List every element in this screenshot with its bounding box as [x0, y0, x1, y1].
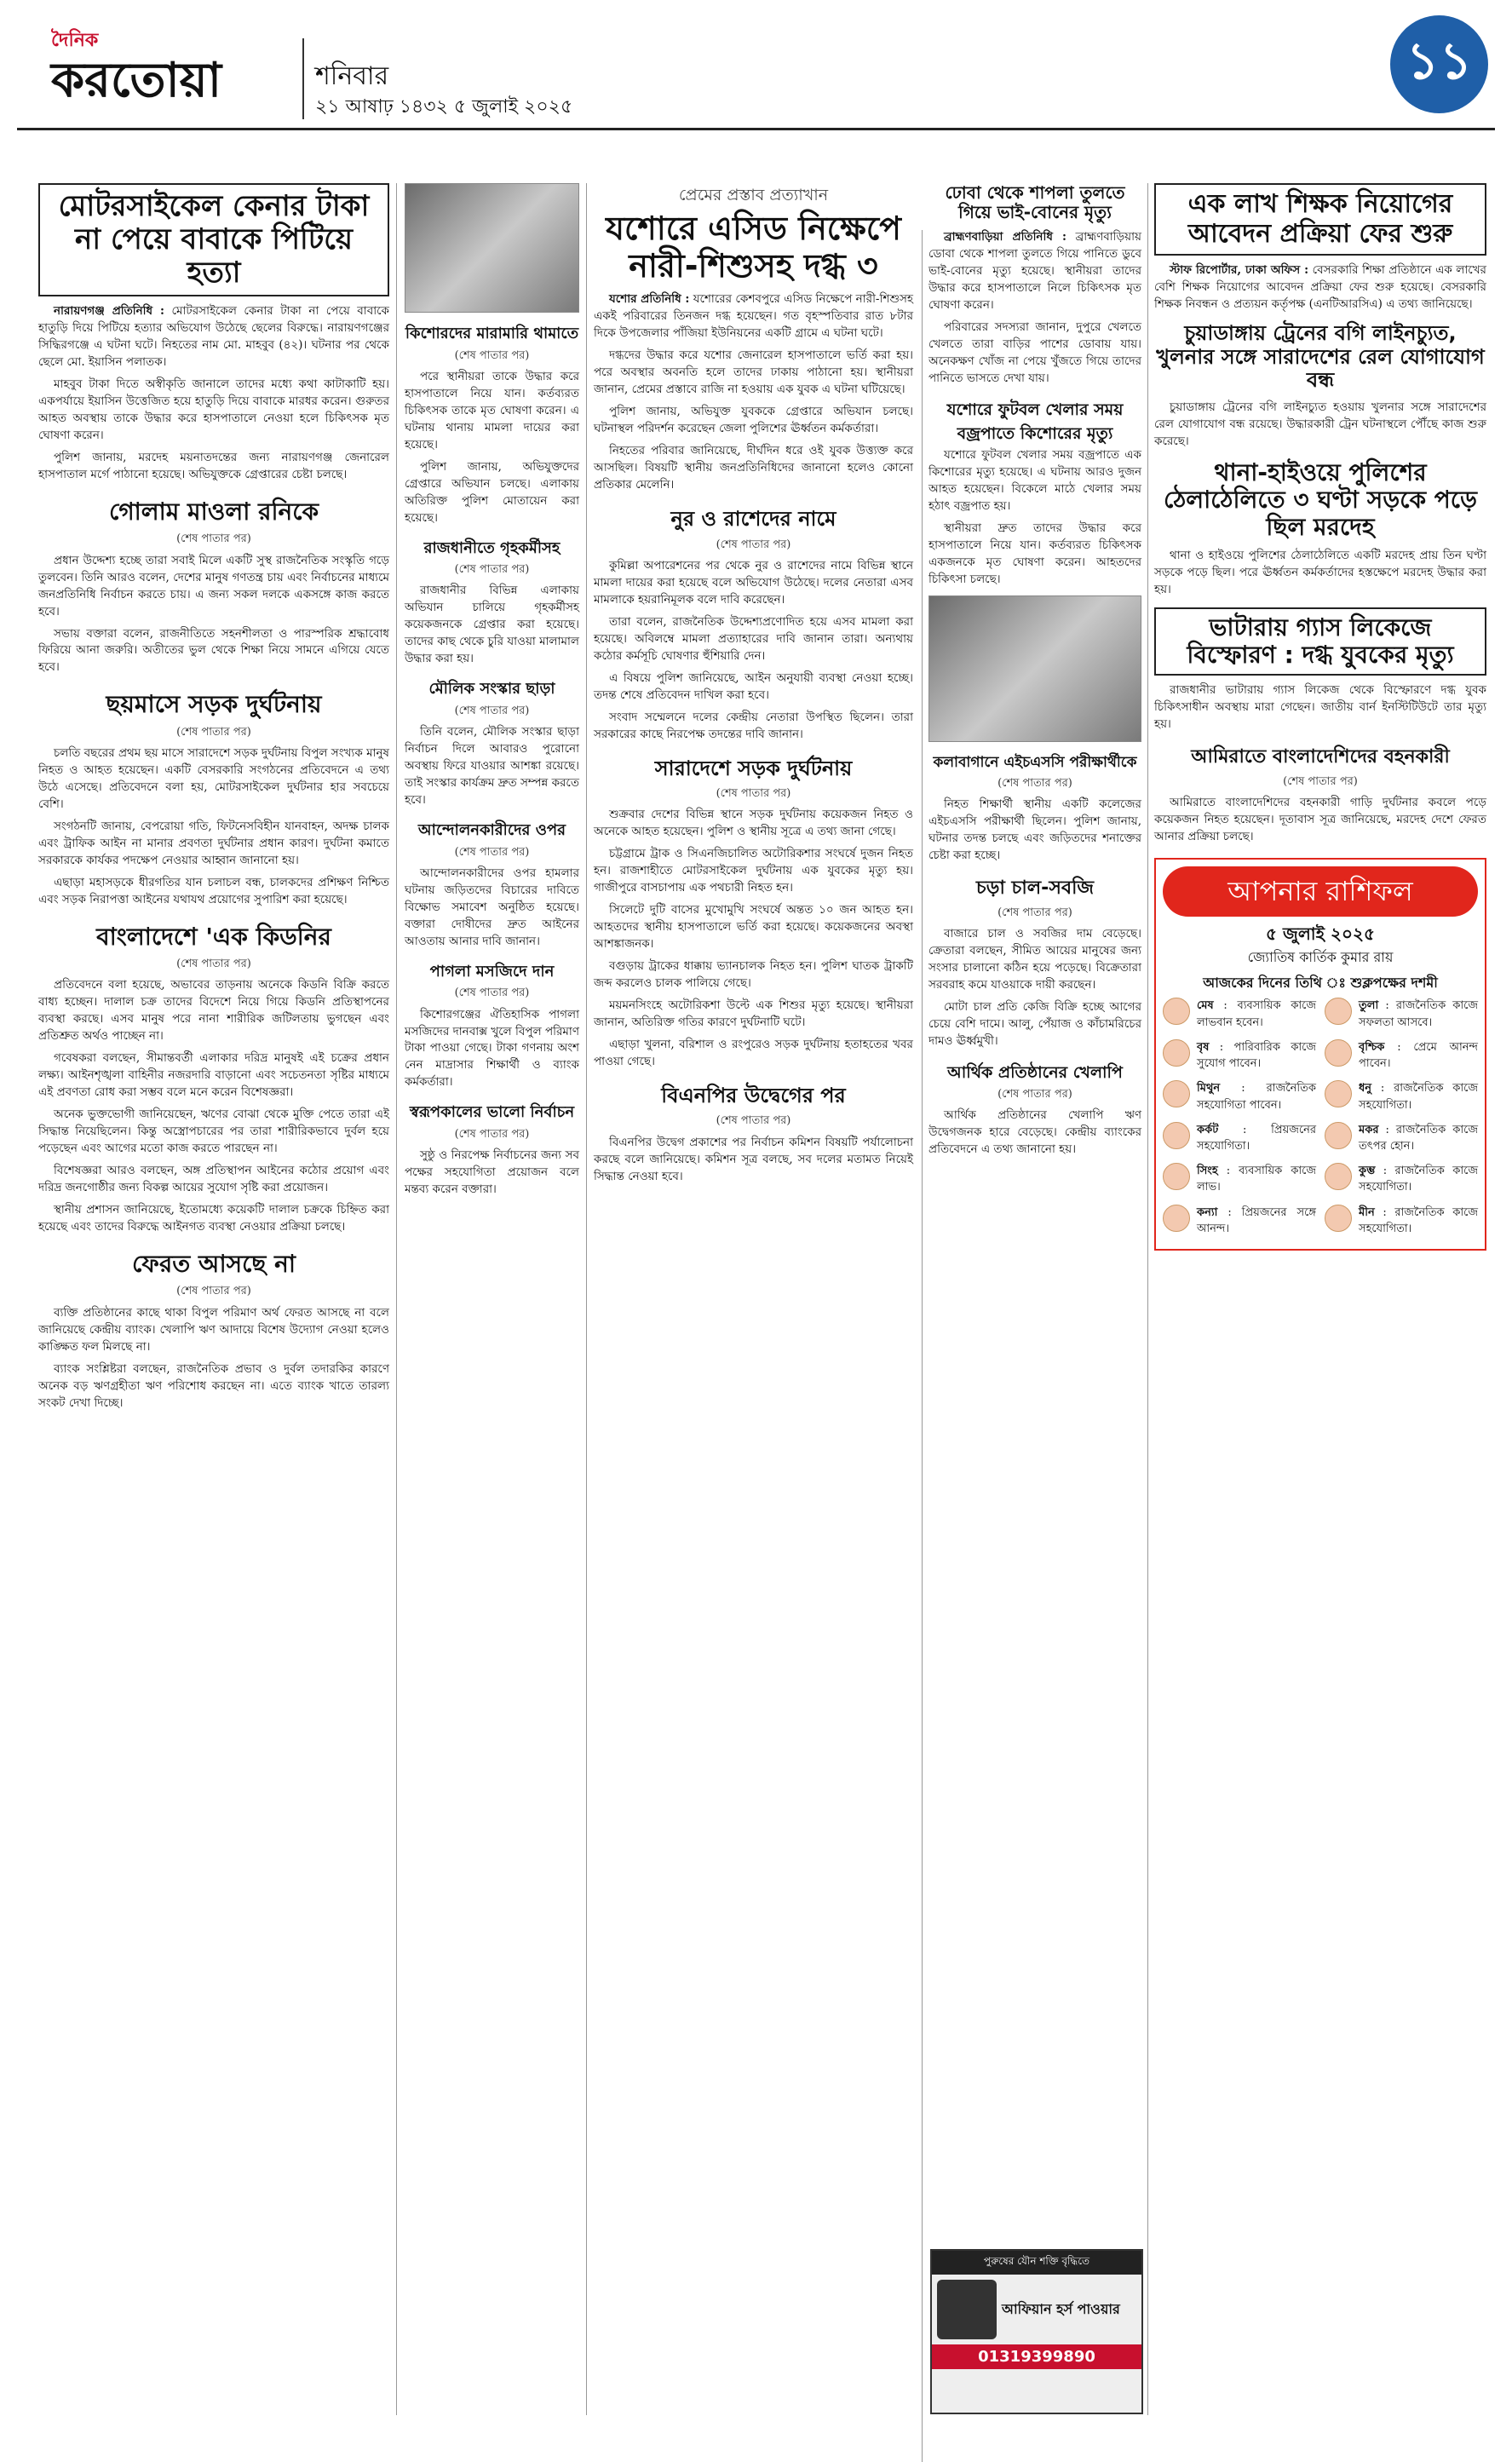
section-heading: ফেরত আসছে না [132, 1250, 296, 1279]
horoscope-title: আপনার রাশিফল [1163, 866, 1478, 917]
continued-note: (শেষ পাতার পর) [454, 845, 530, 859]
kicker: প্রেমের প্রস্তাব প্রত্যাখান [678, 186, 829, 204]
continued-note: (শেষ পাতার পর) [716, 538, 791, 551]
horoscope-tithi: আজকের দিনের তিথি ঃ শুক্লপক্ষের দশমী [1203, 974, 1438, 991]
section-heading: চড়া চাল-সবজি [975, 877, 1095, 899]
newspaper-logo [51, 26, 290, 111]
continued-note: (শেষ পাতার পর) [454, 563, 530, 577]
article-text: এছাড়া মহাসড়কে ধীরগতির যান চলাচল বন্ধ, চালকদের প্রশিক্ষণ নিশ্চিত এবং সড়ক নিরাপত্তা আইনের যথাযথ প্রয়োগের সুপারিশ করা হয়েছে। [38, 875, 389, 906]
article-text: পরিবারের সদস্যরা জানান, দুপুরে খেলতে খেলতে তারা বাড়ির পাশের ডোবায় যায়। অনেকক্ষণ খোঁজ না পেয়ে খুঁজতে গিয়ে তাদের পানিতে ভাসতে দেখা যায়। [928, 319, 1141, 385]
photo-caption-heading: কলাবাগানে এইচএসসি পরীক্ষার্থীকে [933, 753, 1137, 771]
zodiac-item: কর্কট : প্রিয়জনের সহযোগিতা। [1163, 1122, 1316, 1154]
zodiac-item: কন্যা : প্রিয়জনের সঙ্গে আনন্দ। [1163, 1205, 1316, 1237]
article-text: দগ্ধদের উদ্ধার করে যশোর জেনারেল হাসপাতালে ভর্তি করা হয়। পরে অবস্থার অবনতি হলে তাদের ঢাকায় পাঠানো হয়। স্থানীয়রা জানান, প্রেমের প্রস্তাবে রাজি না হওয়ায় এক যুবক এ ঘটনা ঘটিয়েছে। [594, 348, 913, 397]
headline: যশোরে এসিড নিক্ষেপে নারী-শিশুসহ দগ্ধ ৩ [606, 210, 901, 285]
section-heading: বাংলাদেশে 'এক কিডনির [96, 922, 331, 951]
zodiac-item: কুম্ভ : রাজনৈতিক কাজে সহযোগিতা। [1325, 1163, 1478, 1195]
continued-note: (শেষ পাতার পর) [716, 1114, 791, 1128]
article-text: বিশেষজ্ঞরা আরও বলছেন, অঙ্গ প্রতিস্থাপন আইনের কঠোর প্রয়োগ এবং দরিদ্র জনগোষ্ঠীর জন্য বিকল্প আয়ের সুযোগ সৃষ্টি করা প্রয়োজন। [38, 1164, 389, 1195]
section-heading: পাগলা মসজিদে দান [429, 962, 555, 981]
zodiac-icon [1163, 1122, 1190, 1149]
zodiac-item: তুলা : রাজনৈতিক কাজে সফলতা আসবে। [1325, 998, 1478, 1030]
headline: ভাটারায় গ্যাস লিকেজে বিস্ফোরণ : দগ্ধ যুবকের মৃত্যু [1154, 607, 1486, 676]
article-text: মাহবুব টাকা দিতে অস্বীকৃতি জানালে তাদের মধ্যে কথা কাটাকাটি হয়। একপর্যায়ে ইয়াসিন উত্তেজিত হয়ে হাতুড়ি দিয়ে বাবাকে মারধর করেন। গুরুতর আহত অবস্থায় তাকে উদ্ধার করে হাসপাতালে নেওয়া হলে চিকিৎসক মৃত ঘোষণা করেন। [38, 377, 389, 443]
article-text: গবেষকরা বলছেন, সীমান্তবর্তী এলাকার দরিদ্র মানুষই এই চক্রের প্রধান লক্ষ্য। আইনশৃঙ্খলা বাহিনীর নজরদারি বাড়ানো এবং সচেতনতা সৃষ্টির মাধ্যমে এই প্রবণতা রোধ করা সম্ভব বলে মনে করেন বিশেষজ্ঞরা। [38, 1051, 389, 1100]
zodiac-icon [1163, 1205, 1190, 1232]
headline: থানা-হাইওয়ে পুলিশের ঠেলাঠেলিতে ৩ ঘণ্টা সড়কে পড়ে ছিল মরদেহ [1163, 457, 1478, 541]
section-heading: সারাদেশে সড়ক দুর্ঘটনায় [654, 756, 853, 780]
article-text: এছাড়া খুলনা, বরিশাল ও রংপুরেও সড়ক দুর্ঘটনায় হতাহতের খবর পাওয়া গেছে। [594, 1037, 913, 1068]
masthead-divider [302, 38, 304, 119]
column-3 [594, 183, 913, 1191]
zodiac-icon [1325, 1039, 1352, 1067]
zodiac-icon [1163, 998, 1190, 1025]
section-heading: আর্থিক প্রতিষ্ঠানের খেলাপি [947, 1062, 1123, 1082]
article-text: প্রতিবেদনে বলা হয়েছে, অভাবের তাড়নায় অনেকে কিডনি বিক্রি করতে বাধ্য হচ্ছেন। দালাল চক্র তাদের বিদেশে নিয়ে গিয়ে কিডনি প্রতিস্থাপনের ব্যবস্থা করছে। এসব মানুষ পরে নানা শারীরিক জটিলতায় ভুগছেন এবং প্রতিশ্রুত অর্থও পাচ্ছেন না। [38, 978, 389, 1044]
ad-phone: 01319399890 [932, 2344, 1141, 2369]
article-text: থানা ও হাইওয়ে পুলিশের ঠেলাঠেলিতে একটি মরদেহ প্রায় তিন ঘণ্টা সড়কে পড়ে ছিল। পরে ঊর্ধ্বতন কর্মকর্তাদের হস্তক্ষেপে মরদেহ উদ্ধার করা হয়। [1154, 549, 1486, 597]
continued-note: (শেষ পাতার পর) [176, 1285, 251, 1298]
article-text: স্থানীয় প্রশাসন জানিয়েছে, ইতোমধ্যে কয়েকটি দালাল চক্রকে চিহ্নিত করা হয়েছে এবং তাদের বিরুদ্ধে আইনগত ব্যবস্থা নেওয়ার প্রক্রিয়া চলছে। [38, 1203, 389, 1234]
article-text: আন্দোলনকারীদের ওপর হামলার ঘটনায় জড়িতদের বিচারের দাবিতে বিক্ষোভ সমাবেশ অনুষ্ঠিত হয়েছে। বক্তারা দোষীদের দ্রুত আইনের আওতায় আনার দাবি জানান। [405, 866, 579, 948]
article-text: রাজধানীর বিভিন্ন এলাকায় অভিযান চালিয়ে গৃহকর্মীসহ কয়েকজনকে গ্রেপ্তার করা হয়েছে। তাদের কাছ থেকে চুরি যাওয়া মালামাল উদ্ধার করা হয়। [405, 584, 579, 666]
continued-note: (শেষ পাতার পর) [997, 1087, 1072, 1101]
article-text: পরে স্থানীয়রা তাকে উদ্ধার করে হাসপাতালে নিয়ে যান। কর্তব্যরত চিকিৎসক তাকে মৃত ঘোষণা করেন। এ ঘটনায় থানায় মামলা দায়ের করা হয়েছে। [405, 369, 579, 452]
zodiac-icon [1325, 998, 1352, 1025]
zodiac-icon [1325, 1205, 1352, 1232]
horse-icon [937, 2280, 997, 2339]
masthead [17, 0, 1495, 130]
section-heading: আমিরাতে বাংলাদেশিদের বহনকারী [1191, 746, 1450, 768]
continued-note: (শেষ পাতার পর) [716, 787, 791, 801]
article-text: চট্টগ্রামে ট্রাক ও সিএনজিচালিত অটোরিকশার সংঘর্ষে দুজন নিহত হন। রাজশাহীতে মোটরসাইকেল দুর্ঘটনায় এক যুবকের মৃত্যু হয়। গাজীপুরে বাসচাপায় এক পথচারী নিহত হন। [594, 847, 913, 895]
column-5: এক লাখ শিক্ষক নিয়োগের আবেদন প্রক্রিয়া ফের শুরু স্টাফ রিপোর্টার, ঢাকা অফিস : বেসরকারি শিক্ষা প্রতিষ্ঠানে এক লাখের বেশি শিক্ষক নিয়োগের আবেদন প্রক্রিয়া ফের শুরু হয়েছে। বেসরকারি শিক্ষক নিবন্ধন ও প্রত্যয়ন কর্তৃপক্ষ (এনটিআরসিএ) এ তথ্য জানিয়েছে। চুয়াডাঙ্গায় ট্রেনের বগি লাইনচ্যুত, খুলনার সঙ্গে সারাদেশের রেল যোগাযোগ বন্ধ চুয়াডাঙ্গায় ট্রেনের বগি লাইনচ্যুত হওয়ায় খুলনার সঙ্গে সারাদেশের রেল যোগাযোগ বন্ধ রয়েছে। উদ্ধারকারী ট্রেন ঘটনাস্থলে পৌঁছে কাজ শুরু করেছে। থানা-হাইওয়ে পুলিশের ঠেলাঠেলিতে ৩ ঘণ্টা সড়কে পড়ে ছিল মরদেহ থানা ও হাইওয়ে পুলিশের ঠেলাঠেলিতে একটি মরদেহ প্রায় তিন ঘণ্টা সড়কে পড়ে ছিল। পরে ঊর্ধ্বতন কর্মকর্তাদের হস্তক্ষেপে মরদেহ উদ্ধার করা হয়। ভাটারায় গ্যাস লিকেজে বিস্ফোরণ : দগ্ধ যুবকের মৃত্যু রাজধানীর ভাটারায় গ্যাস লিকেজ থেকে বিস্ফোরণে দগ্ধ যুবক চিকিৎসাধীন অবস্থায় মারা গেছেন। জাতীয় বার্ন ইনস্টিটিউটে তার মৃত্যু হয়। আমিরাতে বাংলাদেশিদের বহনকারী (শেষ পাতার পর) আমিরাতে বাংলাদেশিদের বহনকারী গাড়ি দুর্ঘটনার কবলে পড়ে কয়েকজন নিহত হয়েছেন। দূতাবাস সূত্র জানিয়েছে, মরদেহ দেশে ফেরত আনার প্রক্রিয়া চলছে। আপনার রাশিফল ৫ জুলাই ২০২৫ জ্যোতিষ কার্তিক কুমার রায় আজকের দিনের তিথি ঃ শুক্লপক্ষের দশমী মেষ : ব্যবসায়িক কাজে লাভবান হবেন। তুলা : রাজনৈতিক কাজে সফলতা আসবে। বৃষ : পারিবারিক কাজে সুযোগ পাবেন। বৃশ্চিক : প্রেমে আনন্দ পাবেন। মিথুন : রাজনৈতিক সহযোগিতা পাবেন। ধনু : রাজনৈতিক কাজে সহযোগিতা। কর্কট : প্রিয়জনের সহযোগিতা। মকর : রাজনৈতিক কাজে তৎপর হোন। সিংহ : ব্যবসায়িক কাজে লাভ। কুম্ভ : রাজনৈতিক কাজে সহযোগিতা। কন্যা : প্রিয়জনের সঙ্গে আনন্দ। মীন : রাজনৈতিক কাজে সহযোগিতা। [1154, 183, 1486, 1251]
article-text: পুলিশ জানায়, অভিযুক্ত যুবককে গ্রেপ্তারে অভিযান চলছে। ঘটনাস্থল পরিদর্শন করেছেন জেলা পুলিশের ঊর্ধ্বতন কর্মকর্তারা। [594, 405, 913, 436]
article-text: বিএনপির উদ্বেগ প্রকাশের পর নির্বাচন কমিশন বিষয়টি পর্যালোচনা করছে বলে জানিয়েছে। কমিশন সূত্র বলছে, সব দলের মতামত নিয়েই সিদ্ধান্ত নেওয়া হবে। [594, 1135, 913, 1183]
article-text: স্থানীয়রা দ্রুত তাদের উদ্ধার করে হাসপাতালে নিয়ে যান। কর্তব্যরত চিকিৎসক একজনকে মৃত ঘোষণা করেন। আহতদের চিকিৎসা চলছে। [928, 521, 1141, 586]
headline: ঢোবা থেকে শাপলা তুলতে গিয়ে ভাই-বোনের মৃত্যু [945, 182, 1125, 222]
section-heading: রাজধানীতে গৃহকর্মীসহ [423, 538, 561, 557]
article-text: সুষ্ঠু ও নিরপেক্ষ নির্বাচনের জন্য সব পক্ষের সহযোগিতা প্রয়োজন বলে মন্তব্য করেন বক্তারা। [405, 1148, 579, 1197]
section-heading: গোলাম মাওলা রনিকে [108, 497, 319, 526]
advertisement[interactable] [930, 2249, 1143, 2414]
continued-note: (শেষ পাতার পর) [1283, 774, 1358, 788]
article-text: তিনি বলেন, মৌলিক সংস্কার ছাড়া নির্বাচন দিলে আবারও পুরোনো অবস্থায় ফিরে যাওয়ার আশঙ্কা রয়েছে। তাই সংস্কার কার্যক্রম দ্রুত সম্পন্ন করতে হবে। [405, 725, 579, 808]
article-text: অনেক ভুক্তভোগী জানিয়েছেন, ঋণের বোঝা থেকে মুক্তি পেতে তারা এই সিদ্ধান্ত নিয়েছিলেন। কিন্তু অস্ত্রোপচারের পর তারা শারীরিকভাবে দুর্বল হয়ে পড়েছেন এবং আগের মতো কাজ করতে পারছেন না। [38, 1107, 389, 1156]
logo-big-text: করতোয়া [51, 53, 221, 108]
zodiac-icon [1163, 1163, 1190, 1190]
article-text: শুক্রবার দেশের বিভিন্ন স্থানে সড়ক দুর্ঘটনায় কয়েকজন নিহত ও অনেকে আহত হয়েছেন। পুলিশ ও স্থানীয় সূত্রে এ তথ্য জানা গেছে। [594, 808, 913, 839]
section-heading: স্বরূপকালের ভালো নির্বাচন [409, 1103, 575, 1122]
article-text: সংগঠনটি জানায়, বেপরোয়া গতি, ফিটনেসবিহীন যানবাহন, অদক্ষ চালক এবং ট্রাফিক আইন না মানার প্রবণতা দুর্ঘটনার প্রধান কারণ। দুর্ঘটনা কমাতে সরকারকে কার্যকর পদক্ষেপ নেওয়ার আহ্বান জানানো হয়। [38, 819, 389, 867]
zodiac-icon [1325, 1080, 1352, 1107]
article-text: ময়মনসিংহে অটোরিকশা উল্টে এক শিশুর মৃত্যু হয়েছে। স্থানীয়রা জানান, অতিরিক্ত গতির কারণে দুর্ঘটনাটি ঘটে। [594, 998, 913, 1029]
zodiac-icon [1163, 1080, 1190, 1107]
horoscope-box [1154, 858, 1486, 1251]
section-heading: ছয়মাসে সড়ক দুর্ঘটনায় [106, 690, 322, 719]
continued-note: (শেষ পাতার পর) [454, 348, 530, 362]
masthead-date: ২১ আষাঢ় ১৪৩২ ৫ জুলাই ২০২৫ [315, 96, 573, 118]
byline: যশোর প্রতিনিধি : [609, 292, 690, 307]
column-2 [405, 183, 579, 1204]
article-text: ব্যাংক সংশ্লিষ্টরা বলছেন, রাজনৈতিক প্রভাব ও দুর্বল তদারকির কারণে অনেক বড় ঋণগ্রহীতা ঋণ পরিশোধ করছেন না। এতে ব্যাংক খাতে তারল্য সংকট দেখা দিচ্ছে। [38, 1361, 389, 1410]
article-text: এ বিষয়ে পুলিশ জানিয়েছে, আইন অনুযায়ী ব্যবস্থা নেওয়া হচ্ছে। তদন্ত শেষে প্রতিবেদন দাখিল করা হবে। [594, 670, 913, 702]
zodiac-icon [1325, 1163, 1352, 1190]
column-rule [396, 183, 397, 2415]
horoscope-grid [1163, 998, 1478, 1242]
news-photo [405, 183, 579, 313]
page-number-badge: ১১ [1390, 15, 1488, 113]
article-text: রাজধানীর ভাটারায় গ্যাস লিকেজ থেকে বিস্ফোরণে দগ্ধ যুবক চিকিৎসাধীন অবস্থায় মারা গেছেন। জাতীয় বার্ন ইনস্টিটিউটে তার মৃত্যু হয়। [1154, 683, 1486, 732]
continued-note: (শেষ পাতার পর) [176, 532, 251, 546]
zodiac-item: সিংহ : ব্যবসায়িক কাজে লাভ। [1163, 1163, 1316, 1195]
article-text: যশোরে ফুটবল খেলার সময় বজ্রপাতে এক কিশোরের মৃত্যু হয়েছে। এ ঘটনায় আরও দুজন আহত হয়েছেন। বিকেলে মাঠে খেলার সময় হঠাৎ বজ্রপাত হয়। [928, 447, 1141, 513]
zodiac-item: ধনু : রাজনৈতিক কাজে সহযোগিতা। [1325, 1080, 1478, 1113]
logo-small-text: দৈনিক [51, 30, 99, 51]
byline: নারায়ণগঞ্জ প্রতিনিধি : [54, 304, 164, 319]
article-text: কিশোরগঞ্জের ঐতিহাসিক পাগলা মসজিদের দানবাক্স খুলে বিপুল পরিমাণ টাকা পাওয়া গেছে। টাকা গণনায় অংশ নেন মাদ্রাসার শিক্ষার্থী ও ব্যাংক কর্মকর্তারা। [405, 1007, 579, 1090]
section-heading: মৌলিক সংস্কার ছাড়া [428, 680, 555, 699]
zodiac-item: মিথুন : রাজনৈতিক সহযোগিতা পাবেন। [1163, 1080, 1316, 1113]
article-text: চুয়াডাঙ্গায় ট্রেনের বগি লাইনচ্যুত হওয়ায় খুলনার সঙ্গে সারাদেশের রেল যোগাযোগ বন্ধ রয়েছে। উদ্ধারকারী ট্রেন ঘটনাস্থলে পৌঁছে কাজ শুরু করেছে। [1154, 400, 1486, 448]
ad-title: আফিয়ান হর্স পাওয়ার [1002, 2300, 1120, 2317]
column-rule [586, 183, 587, 2415]
continued-note: (শেষ পাতার পর) [997, 776, 1072, 790]
continued-note: (শেষ পাতার পর) [454, 1128, 530, 1142]
continued-note: (শেষ পাতার পর) [454, 987, 530, 1000]
article-text: কুমিল্লা অপারেশনের পর থেকে নুর ও রাশেদের নামে বিভিন্ন স্থানে মামলা দায়ের করা হয়েছে বলে অভিযোগ উঠেছে। দলের নেতারা এসব মামলাকে হয়রানিমূলক বলে দাবি করেছেন। [594, 558, 913, 607]
continued-note: (শেষ পাতার পর) [997, 906, 1072, 919]
article-text: বগুড়ায় ট্রাকের ধাক্কায় ভ্যানচালক নিহত হন। পুলিশ ঘাতক ট্রাকটি জব্দ করলেও চালক পালিয়ে গেছে। [594, 959, 913, 991]
horoscope-author: জ্যোতিষ কার্তিক কুমার রায় [1247, 948, 1394, 965]
zodiac-item: বৃশ্চিক : প্রেমে আনন্দ পাবেন। [1325, 1039, 1478, 1072]
article-text: সিলেটে দুটি বাসের মুখোমুখি সংঘর্ষে অন্তত ১০ জন আহত হন। আহতদের স্থানীয় হাসপাতালে ভর্তি করা হয়েছে। কয়েকজনের অবস্থা আশঙ্কাজনক। [594, 903, 913, 952]
zodiac-item: মেষ : ব্যবসায়িক কাজে লাভবান হবেন। [1163, 998, 1316, 1030]
article-text: আমিরাতে বাংলাদেশিদের বহনকারী গাড়ি দুর্ঘটনার কবলে পড়ে কয়েকজন নিহত হয়েছেন। দূতাবাস সূত্র জানিয়েছে, মরদেহ দেশে ফেরত আনার প্রক্রিয়া চলছে। [1154, 796, 1486, 844]
zodiac-item: বৃষ : পারিবারিক কাজে সুযোগ পাবেন। [1163, 1039, 1316, 1072]
zodiac-item: মীন : রাজনৈতিক কাজে সহযোগিতা। [1325, 1205, 1478, 1237]
article-text: মোটা চাল প্রতি কেজি বিক্রি হচ্ছে আগের চেয়ে বেশি দামে। আলু, পেঁয়াজ ও কাঁচামরিচের দামও ঊর্ধ্বমুখী। [928, 999, 1141, 1048]
continued-note: (শেষ পাতার পর) [454, 704, 530, 717]
column-rule [922, 230, 923, 2462]
headline: মোটরসাইকেল কেনার টাকা না পেয়ে বাবাকে পিটিয়ে হত্যা [38, 183, 389, 296]
article-text: চলতি বছরের প্রথম ছয় মাসে সারাদেশে সড়ক দুর্ঘটনায় বিপুল সংখ্যক মানুষ নিহত ও আহত হয়েছেন। একটি বেসরকারি সংগঠনের প্রতিবেদনে এ তথ্য উঠে এসেছে। প্রতিবেদনে বলা হয়, মোটরসাইকেল দুর্ঘটনার হার সবচেয়ে বেশি। [38, 746, 389, 811]
column-1 [38, 183, 389, 1418]
article-body: যশোরের কেশবপুরে এসিড নিক্ষেপে নারী-শিশুসহ একই পরিবারের তিনজন দগ্ধ হয়েছেন। গত বৃহস্পতিবার রাত ৮টার দিকে উপজেলার পাঁজিয়া ইউনিয়নের একটি গ্রামে এ ঘটনা ঘটে। [594, 292, 913, 341]
continued-note: (শেষ পাতার পর) [176, 958, 251, 971]
article-text: তারা বলেন, রাজনৈতিক উদ্দেশ্যপ্রণোদিত হয়ে এসব মামলা করা হয়েছে। অবিলম্বে মামলা প্রত্যাহারের দাবি জানান তারা। অন্যথায় কঠোর কর্মসূচি ঘোষণার হুঁশিয়ারি দেন। [594, 614, 913, 663]
article-text: নিহত শিক্ষার্থী স্থানীয় একটি কলেজের এইচএসসি পরীক্ষার্থী ছিলেন। পুলিশ জানায়, ঘটনার তদন্ত চলছে এবং জড়িতদের শনাক্তের চেষ্টা করা হচ্ছে। [928, 797, 1141, 862]
article-text: নিহতের পরিবার জানিয়েছে, দীর্ঘদিন ধরে ওই যুবক উত্ত্যক্ত করে আসছিল। বিষয়টি স্থানীয় জনপ্রতিনিধিদের জানানো হলেও কোনো প্রতিকার মেলেনি। [594, 444, 913, 492]
headline: এক লাখ শিক্ষক নিয়োগের আবেদন প্রক্রিয়া ফের শুরু [1154, 183, 1486, 256]
zodiac-icon [1163, 1039, 1190, 1067]
zodiac-item: মকর : রাজনৈতিক কাজে তৎপর হোন। [1325, 1122, 1478, 1154]
article-text: সংবাদ সম্মেলনে দলের কেন্দ্রীয় নেতারা উপস্থিত ছিলেন। তারা সরকারের কাছে নিরপেক্ষ তদন্তের দাবি জানান। [594, 710, 913, 741]
article-body: মোটরসাইকেল কেনার টাকা না পেয়ে বাবাকে হাতুড়ি দিয়ে পিটিয়ে হত্যার অভিযোগ উঠেছে ছেলের বিরুদ্ধে। নারায়ণগঞ্জের সিদ্ধিরগঞ্জে এ ঘটনা ঘটে। নিহতের নাম মো. মাহবুব (৪২)। ঘটনার পর থেকে ছেলে মো. ইয়াসিন পলাতক। [38, 304, 389, 370]
article-text: ব্যক্তি প্রতিষ্ঠানের কাছে থাকা বিপুল পরিমাণ অর্থ ফেরত আসছে না বলে জানিয়েছে কেন্দ্রীয় ব্যাংক। খেলাপি ঋণ আদায়ে বিশেষ উদ্যোগ নেওয়া হলেও কাঙ্ক্ষিত ফল মিলছে না। [38, 1305, 389, 1354]
section-heading: আন্দোলনকারীদের ওপর [417, 820, 566, 839]
byline: ব্রাহ্মণবাড়িয়া প্রতিনিধি : [944, 230, 1066, 244]
masthead-day: শনিবার [315, 61, 389, 91]
article-text: সভায় বক্তারা বলেন, রাজনীতিতে সহনশীলতা ও পারস্পরিক শ্রদ্ধাবোধ ফিরিয়ে আনা জরুরি। অতীতের ভুল থেকে শিক্ষা নিয়ে সামনে এগিয়ে যেতে হবে। [38, 626, 389, 675]
news-photo [928, 595, 1141, 742]
column-4: ঢোবা থেকে শাপলা তুলতে গিয়ে ভাই-বোনের মৃত্যু ব্রাহ্মণবাড়িয়া প্রতিনিধি : ব্রাহ্মণবাড়িয়ায় ডোবা থেকে শাপলা তুলতে গিয়ে পানিতে ডুবে ভাই-বোনের মৃত্যু হয়েছে। স্থানীয়রা তাদের উদ্ধার করে হাসপাতালে নিলে চিকিৎসক মৃত ঘোষণা করেন। পরিবারের সদস্যরা জানান, দুপুরে খেলতে খেলতে তারা বাড়ির পাশের ডোবায় যায়। অনেকক্ষণ খোঁজ না পেয়ে খুঁজতে গিয়ে তাদের পানিতে ভাসতে দেখা যায়। যশোরে ফুটবল খেলার সময় বজ্রপাতে কিশোরের মৃত্যু যশোরে ফুটবল খেলার সময় বজ্রপাতে এক কিশোরের মৃত্যু হয়েছে। এ ঘটনায় আরও দুজন আহত হয়েছেন। বিকেলে মাঠে খেলার সময় হঠাৎ বজ্রপাত হয়। স্থানীয়রা দ্রুত তাদের উদ্ধার করে হাসপাতালে নিয়ে যান। কর্তব্যরত চিকিৎসক একজনকে মৃত ঘোষণা করেন। আহতদের চিকিৎসা চলছে। কলাবাগানে এইচএসসি পরীক্ষার্থীকে (শেষ পাতার পর) নিহত শিক্ষার্থী স্থানীয় একটি কলেজের এইচএসসি পরীক্ষার্থী ছিলেন। পুলিশ জানায়, ঘটনার তদন্ত চলছে এবং জড়িতদের শনাক্তের চেষ্টা করা হচ্ছে। চড়া চাল-সবজি (শেষ পাতার পর) বাজারে চাল ও সবজির দাম বেড়েছে। ক্রেতারা বলছেন, সীমিত আয়ের মানুষের জন্য সংসার চালানো কঠিন হয়ে পড়েছে। বিক্রেতারা সরবরাহ কমে যাওয়াকে দায়ী করছেন। মোটা চাল প্রতি কেজি বিক্রি হচ্ছে আগের চেয়ে বেশি দামে। আলু, পেঁয়াজ ও কাঁচামরিচের দামও ঊর্ধ্বমুখী। আর্থিক প্রতিষ্ঠানের খেলাপি (শেষ পাতার পর) আর্থিক প্রতিষ্ঠানের খেলাপি ঋণ উদ্বেগজনক হারে বেড়েছে। কেন্দ্রীয় ব্যাংকের প্রতিবেদনে এ তথ্য জানানো হয়। [928, 183, 1141, 1164]
column-rule [1147, 183, 1148, 2415]
horoscope-date: ৫ জুলাই ২০২৫ [1266, 923, 1375, 945]
headline: চুয়াডাঙ্গায় ট্রেনের বগি লাইনচ্যুত, খুলনার সঙ্গে সারাদেশের রেল যোগাযোগ বন্ধ [1156, 320, 1485, 393]
article-text: পুলিশ জানায়, মরদেহ ময়নাতদন্তের জন্য নারায়ণগঞ্জ জেনারেল হাসপাতাল মর্গে পাঠানো হয়েছে। অভিযুক্তকে গ্রেপ্তারের চেষ্টা চলছে। [38, 451, 389, 481]
zodiac-icon [1325, 1122, 1352, 1149]
sub-headline: যশোরে ফুটবল খেলার সময় বজ্রপাতে কিশোরের মৃত্যু [946, 400, 1124, 443]
section-heading: নুর ও রাশেদের নামে [670, 507, 836, 532]
article-text: প্রধান উদ্দেশ্য হচ্ছে তারা সবাই মিলে একটি সুস্থ রাজনৈতিক সংস্কৃতি গড়ে তুলবেন। তিনি আরও বলেন, দেশের মানুষ গণতন্ত্র চায় এবং নির্বাচনের মাধ্যমে জনপ্রতিনিধি নির্বাচন করতে চায়। এ জন্য সকল দলকে একসঙ্গে কাজ করতে হবে। [38, 553, 389, 618]
article-text: আর্থিক প্রতিষ্ঠানের খেলাপি ঋণ উদ্বেগজনক হারে বেড়েছে। কেন্দ্রীয় ব্যাংকের প্রতিবেদনে এ তথ্য জানানো হয়। [928, 1107, 1141, 1156]
article-text: বাজারে চাল ও সবজির দাম বেড়েছে। ক্রেতারা বলছেন, সীমিত আয়ের মানুষের জন্য সংসার চালানো কঠিন হয়ে পড়েছে। বিক্রেতারা সরবরাহ কমে যাওয়াকে দায়ী করছেন। [928, 926, 1141, 992]
photo-caption-heading: কিশোরদের মারামারি থামাতে [405, 325, 579, 342]
ad-header: পুরুষের যৌন শক্তি বৃদ্ধিতে [932, 2251, 1141, 2275]
article-text: পুলিশ জানায়, অভিযুক্তদের গ্রেপ্তারে অভিযান চলছে। এলাকায় অতিরিক্ত পুলিশ মোতায়েন করা হয়েছে। [405, 459, 579, 525]
byline: স্টাফ রিপোর্টার, ঢাকা অফিস : [1170, 263, 1309, 277]
continued-note: (শেষ পাতার পর) [176, 725, 251, 739]
section-heading: বিএনপির উদ্বেগের পর [661, 1083, 846, 1107]
